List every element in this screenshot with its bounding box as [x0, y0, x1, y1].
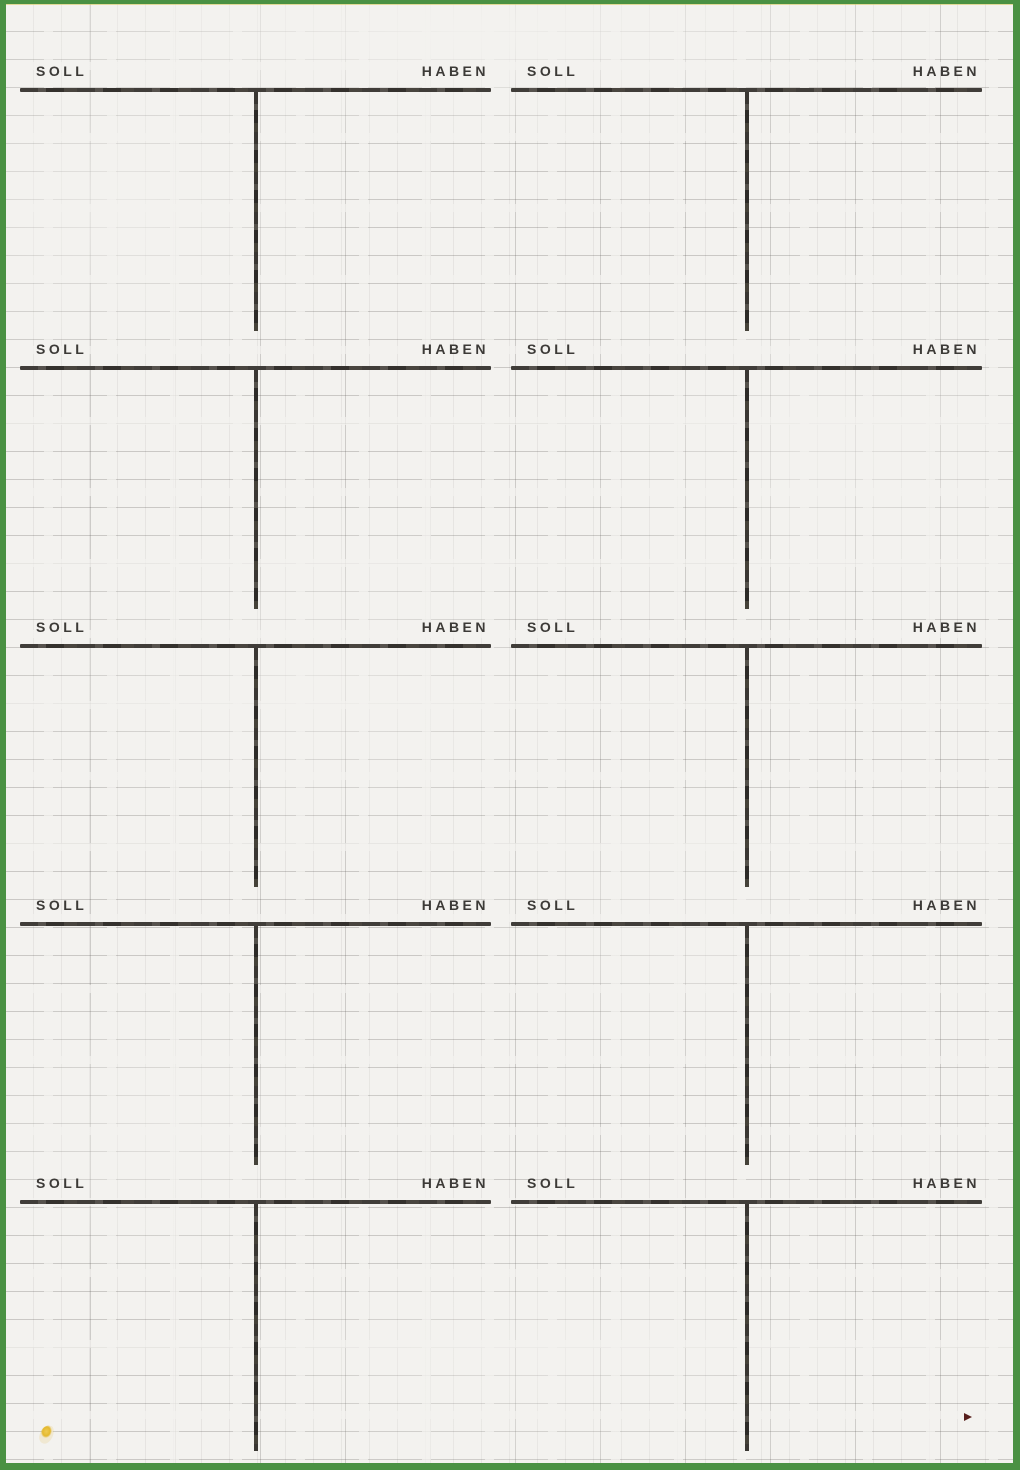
soll-label: SOLL	[527, 897, 579, 913]
t-account-body	[511, 926, 982, 1166]
t-account-header	[20, 1176, 491, 1190]
t-account-header	[511, 898, 982, 912]
t-accounts-sheet	[6, 4, 1013, 1463]
t-account	[511, 64, 982, 332]
t-account-divider-line	[254, 926, 258, 1165]
t-account-header	[20, 342, 491, 356]
haben-label: HABEN	[421, 619, 489, 635]
haben-label: HABEN	[912, 897, 980, 913]
t-account	[20, 342, 491, 610]
red-arrow-mark-icon	[964, 1413, 972, 1421]
t-account-divider-line	[745, 92, 749, 331]
t-account	[511, 898, 982, 1166]
haben-label: HABEN	[912, 1175, 980, 1191]
t-account	[20, 620, 491, 888]
t-account-body	[20, 370, 491, 610]
t-account-grid	[20, 64, 982, 1452]
t-account-divider-line	[745, 648, 749, 887]
haben-label: HABEN	[421, 897, 489, 913]
t-account-divider-line	[745, 370, 749, 609]
haben-label: HABEN	[421, 1175, 489, 1191]
t-account-divider-line	[254, 1204, 258, 1451]
t-account-divider-line	[745, 926, 749, 1165]
t-account-divider-line	[254, 92, 258, 331]
t-account-body	[20, 92, 491, 332]
t-account-header	[20, 64, 491, 78]
t-account	[20, 898, 491, 1166]
t-account-divider-line	[254, 648, 258, 887]
haben-label: HABEN	[421, 341, 489, 357]
soll-label: SOLL	[36, 897, 88, 913]
t-account	[511, 620, 982, 888]
t-account	[511, 1176, 982, 1452]
t-account	[511, 342, 982, 610]
t-account-divider-line	[254, 370, 258, 609]
soll-label: SOLL	[527, 63, 579, 79]
soll-label: SOLL	[36, 1175, 88, 1191]
t-account-body	[511, 648, 982, 888]
haben-label: HABEN	[912, 341, 980, 357]
t-account-body	[511, 370, 982, 610]
t-account-header	[20, 620, 491, 634]
haben-label: HABEN	[421, 63, 489, 79]
haben-label: HABEN	[912, 63, 980, 79]
t-account-body	[511, 1204, 982, 1452]
soll-label: SOLL	[527, 619, 579, 635]
t-account-header	[511, 620, 982, 634]
soll-label: SOLL	[36, 63, 88, 79]
t-account-header	[511, 342, 982, 356]
t-account-header	[511, 1176, 982, 1190]
soll-label: SOLL	[36, 341, 88, 357]
haben-label: HABEN	[912, 619, 980, 635]
t-account-body	[20, 1204, 491, 1452]
t-account-divider-line	[745, 1204, 749, 1451]
t-account	[20, 1176, 491, 1452]
soll-label: SOLL	[36, 619, 88, 635]
t-account-body	[511, 92, 982, 332]
t-account-header	[511, 64, 982, 78]
soll-label: SOLL	[527, 1175, 579, 1191]
t-account-body	[20, 648, 491, 888]
t-account-header	[20, 898, 491, 912]
soll-label: SOLL	[527, 341, 579, 357]
t-account	[20, 64, 491, 332]
t-account-body	[20, 926, 491, 1166]
